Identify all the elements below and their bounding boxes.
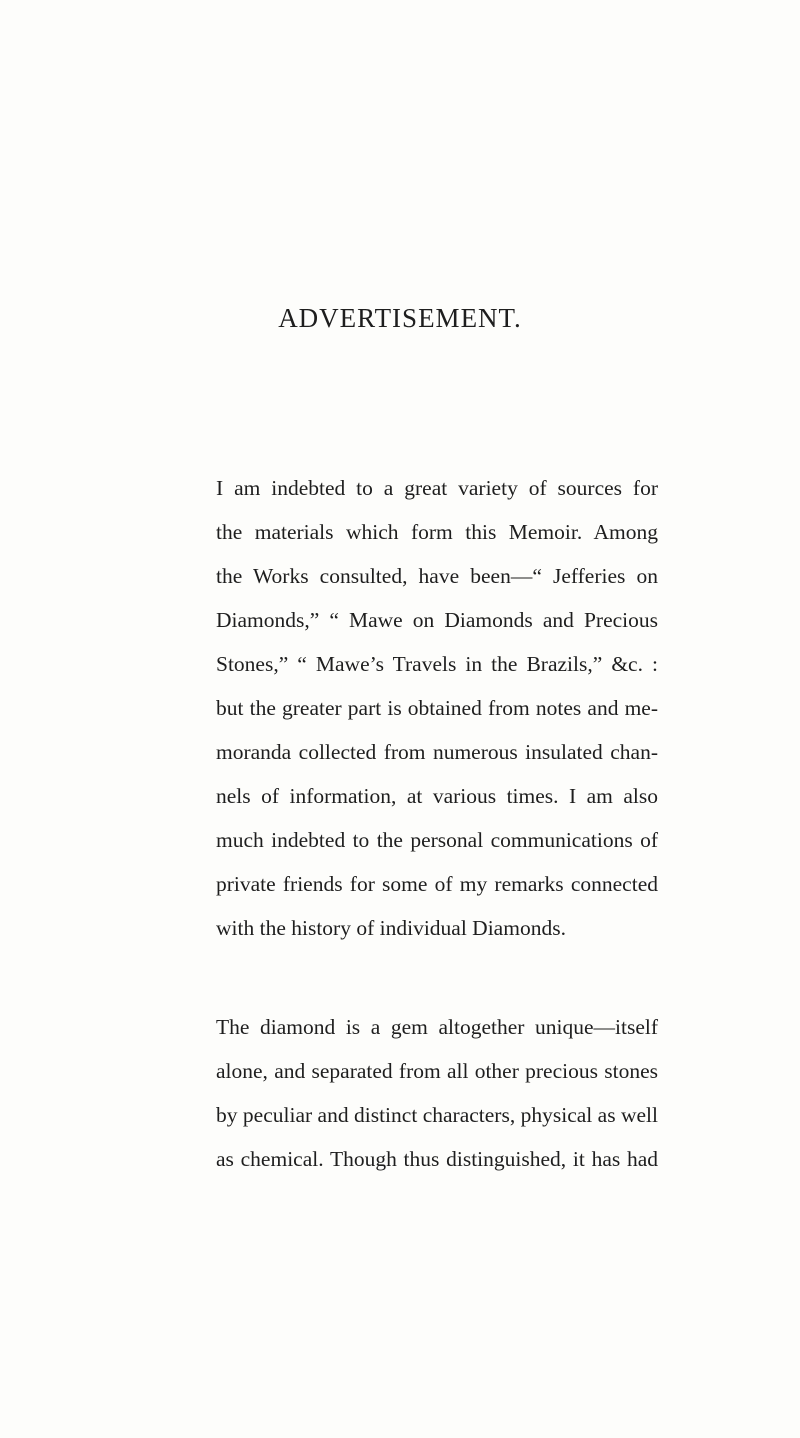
text-line: moranda collected from numerous insulated chan- (216, 740, 658, 764)
text-line: The diamond is a gem altogether unique—itself (216, 1015, 658, 1039)
text-line: nels of information, at various times. I am also (216, 784, 658, 808)
text-line: as chemical. Though thus distinguished, it has had (216, 1147, 658, 1171)
text-line: private friends for some of my remarks connected (216, 872, 658, 896)
text-line: Stones,” “ Mawe’s Travels in the Brazils,” &c. : (216, 652, 658, 676)
text-line: but the greater part is obtained from notes and me- (216, 696, 658, 720)
text-line: with the history of individual Diamonds. (216, 916, 566, 940)
page-title: ADVERTISEMENT. (278, 303, 522, 333)
text-line: I am indebted to a great variety of sources for (216, 476, 658, 500)
text-line: Diamonds,” “ Mawe on Diamonds and Precious (216, 608, 658, 632)
text-line: alone, and separated from all other precious stones (216, 1059, 658, 1083)
text-line: by peculiar and distinct characters, physical as well (216, 1103, 658, 1127)
text-line: the materials which form this Memoir. Among (216, 520, 658, 544)
text-line: the Works consulted, have been—“ Jefferies on (216, 564, 658, 588)
text-line: much indebted to the personal communications of (216, 828, 658, 852)
